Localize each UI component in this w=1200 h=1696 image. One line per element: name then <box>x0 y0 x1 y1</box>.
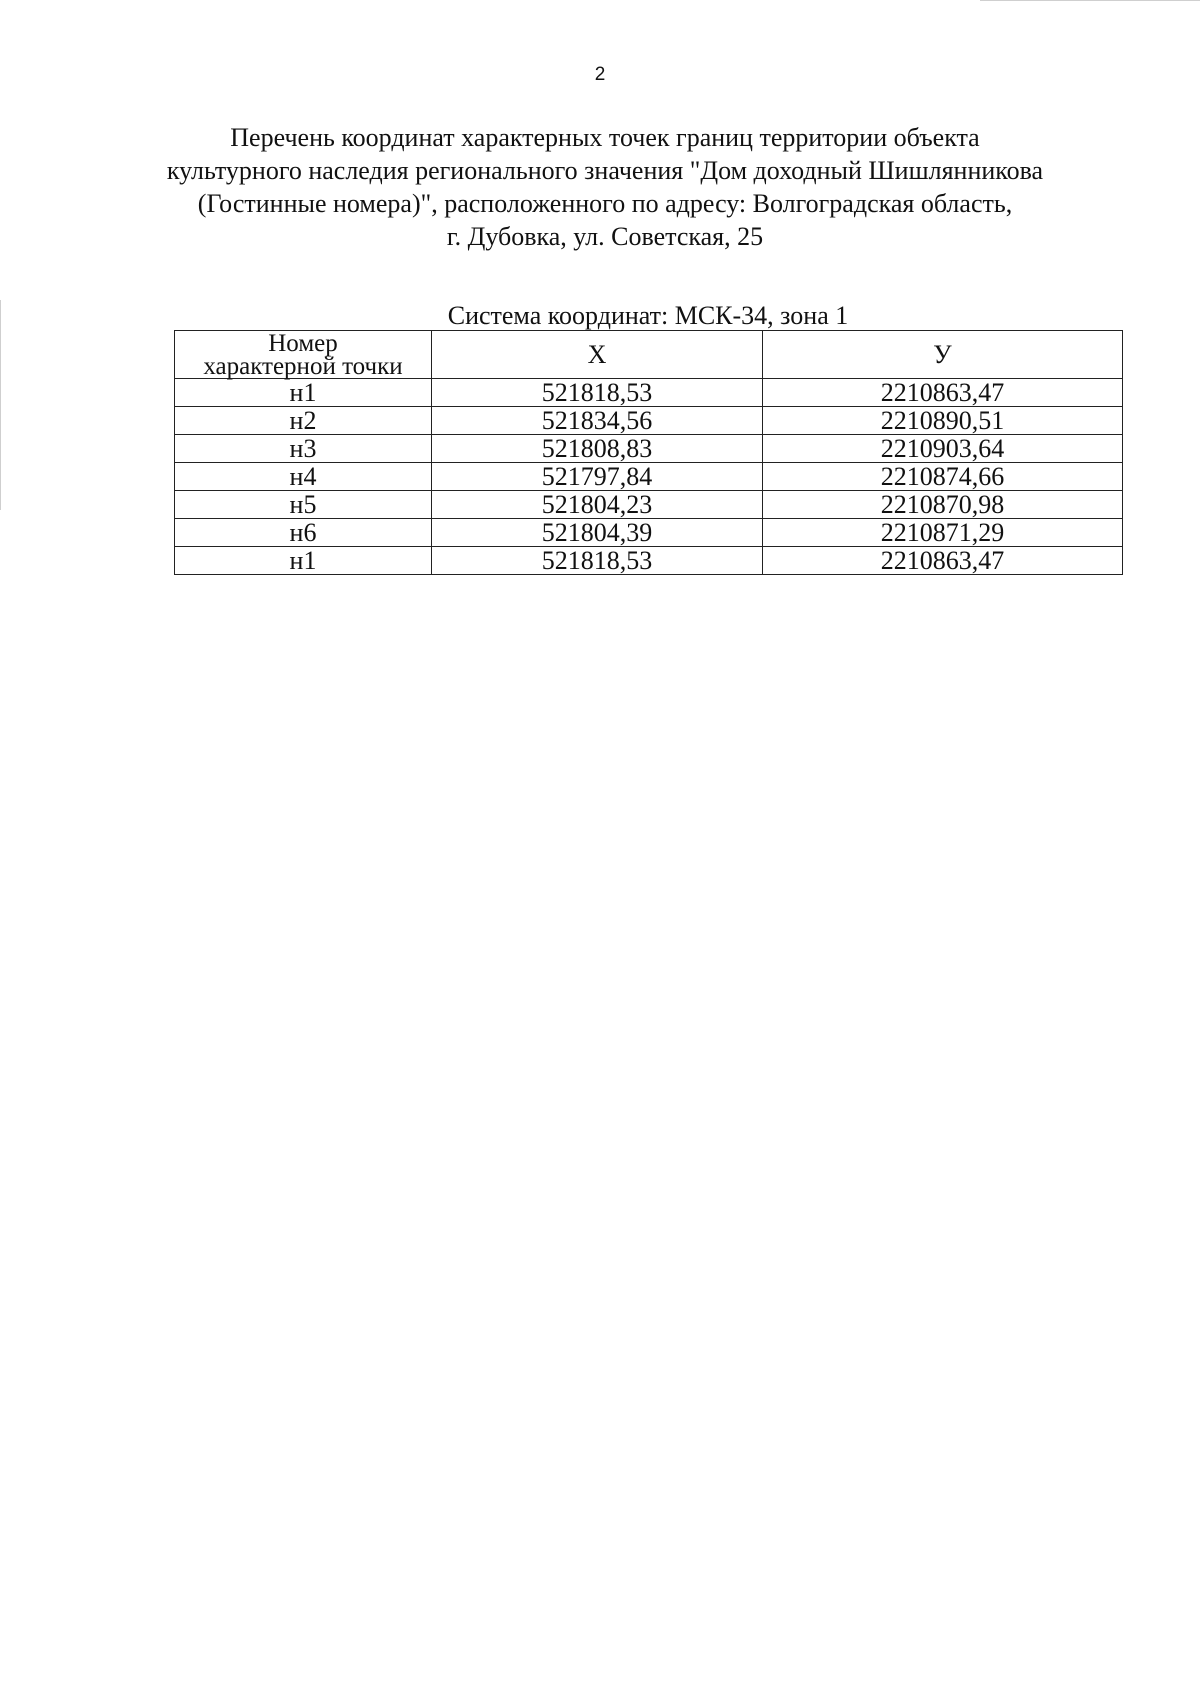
cell-point: н1 <box>175 379 432 407</box>
scan-edge-left <box>0 300 1 510</box>
cell-y: 2210863,47 <box>763 547 1123 575</box>
cell-y: 2210870,98 <box>763 491 1123 519</box>
header-x: X <box>432 331 763 379</box>
header-point-line: Номер <box>268 329 338 357</box>
cell-x: 521808,83 <box>432 435 763 463</box>
title-line: Перечень координат характерных точек границ территории объекта <box>230 123 980 152</box>
cell-x: 521818,53 <box>432 547 763 575</box>
table-header-row <box>175 331 1123 379</box>
table-row <box>175 435 1123 463</box>
header-point-number <box>175 331 432 379</box>
cell-y: 2210903,64 <box>763 435 1123 463</box>
title-line: г. Дубовка, ул. Советская, 25 <box>446 222 764 251</box>
cell-point: н3 <box>175 435 432 463</box>
cell-x: 521834,56 <box>432 407 763 435</box>
coordinate-system-caption: Система координат: МСК-34, зона 1 <box>447 301 849 330</box>
document-title <box>100 121 1110 253</box>
cell-y: 2210874,66 <box>763 463 1123 491</box>
cell-x: 521818,53 <box>432 379 763 407</box>
header-point-line: характерной точки <box>203 352 403 380</box>
scan-edge-top <box>980 0 1200 1</box>
title-line: культурного наследия регионального значения "Дом доходный Шишлянникова <box>166 156 1044 185</box>
cell-point: н4 <box>175 463 432 491</box>
cell-point: н2 <box>175 407 432 435</box>
cell-y: 2210863,47 <box>763 379 1123 407</box>
cell-x: 521804,39 <box>432 519 763 547</box>
cell-point: н1 <box>175 547 432 575</box>
table-row <box>175 547 1123 575</box>
table-row <box>175 519 1123 547</box>
table-row <box>175 463 1123 491</box>
title-line: (Гостинные номера)", расположенного по адресу: Волгоградская область, <box>197 189 1013 218</box>
cell-y: 2210890,51 <box>763 407 1123 435</box>
table-row <box>175 407 1123 435</box>
cell-point: н6 <box>175 519 432 547</box>
table-row <box>175 379 1123 407</box>
cell-x: 521797,84 <box>432 463 763 491</box>
cell-y: 2210871,29 <box>763 519 1123 547</box>
cell-point: н5 <box>175 491 432 519</box>
cell-x: 521804,23 <box>432 491 763 519</box>
coordinates-table <box>174 330 1123 575</box>
table-row <box>175 491 1123 519</box>
page-number: 2 <box>594 64 606 85</box>
header-y: У <box>763 331 1123 379</box>
